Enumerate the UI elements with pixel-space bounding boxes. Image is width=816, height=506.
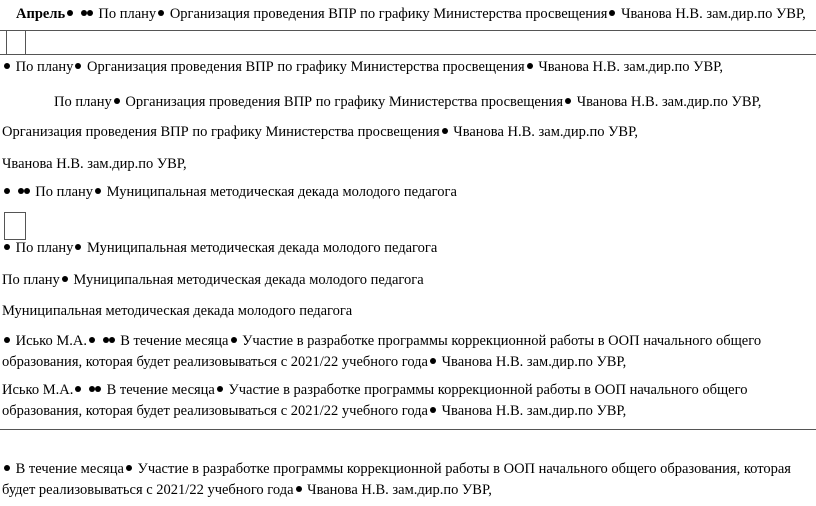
row-9 (2, 302, 352, 320)
event-text: Организация проведения ВПР по графику Министерства просвещения (169, 6, 608, 22)
event-text: Участие в разработке программы коррекционной работы в ООП начального общего образования, которая будет реализовываться с 2021/22 учебного года (2, 382, 748, 419)
bullet-icon (67, 10, 73, 16)
row-5 (2, 155, 187, 173)
bullet-icon (103, 337, 109, 343)
bullet-icon (4, 465, 10, 471)
event-text: Участие в разработке программы коррекционной работы в ООП начального общего образования, которая будет реализовываться с 2021/22 учебного года (2, 333, 762, 370)
event-text: Муниципальная методическая декада молодого педагога (87, 240, 438, 256)
row-6 (2, 183, 457, 201)
bullet-icon (18, 188, 24, 194)
bullet-icon (158, 10, 164, 16)
responsible-text: Чванова Н.В. зам.дир.по УВР, (2, 156, 187, 172)
row-7 (2, 239, 437, 257)
responsible-text: Чванова Н.В. зам.дир.по УВР, (307, 482, 492, 498)
bullet-icon (609, 10, 615, 16)
bullet-icon (75, 244, 81, 250)
period-text: В течение месяца (120, 333, 229, 349)
responsible-text: Чванова Н.В. зам.дир.по УВР, (538, 59, 723, 75)
bullet-icon (527, 63, 533, 69)
row-10 (2, 331, 802, 373)
bullet-icon (62, 276, 68, 282)
responsible-text: Чванова Н.В. зам.дир.по УВР, (441, 403, 627, 419)
person-text: Исько М.А. (2, 382, 74, 398)
divider (0, 54, 816, 55)
bullet-icon (24, 188, 30, 194)
event-text: Муниципальная методическая декада молодого педагога (106, 184, 457, 200)
row-1 (16, 5, 806, 23)
person-text: Исько М.А. (15, 333, 87, 349)
month-label: Апрель (16, 6, 66, 22)
bullet-icon (217, 386, 223, 392)
responsible-text: Чванова Н.В. зам.дир.по УВР, (621, 6, 806, 22)
plan-text: По плану (15, 59, 74, 75)
row-12 (2, 459, 802, 501)
bullet-icon (81, 10, 87, 16)
bullet-icon (430, 358, 436, 364)
bullet-icon (109, 337, 115, 343)
bullet-icon (95, 188, 101, 194)
bullet-icon (4, 188, 10, 194)
bullet-icon (89, 337, 95, 343)
bullet-icon (126, 465, 132, 471)
row-2 (2, 58, 723, 76)
bullet-icon (4, 337, 10, 343)
plan-text: По плану (15, 240, 74, 256)
row-8 (2, 271, 424, 289)
divider (25, 30, 26, 54)
plan-text: По плану (54, 94, 112, 110)
plan-text: По плану (35, 184, 94, 200)
divider (6, 30, 7, 54)
bullet-icon (4, 244, 10, 250)
responsible-text: Чванова Н.В. зам.дир.по УВР, (576, 94, 762, 110)
row-4 (2, 123, 638, 141)
responsible-text: Чванова Н.В. зам.дир.по УВР, (453, 124, 638, 140)
bullet-icon (565, 98, 571, 104)
bullet-icon (231, 337, 237, 343)
event-text: Участие в разработке программы коррекционной работы в ООП начального общего образования, которая будет реализовываться с 2021/22 учебного года (2, 461, 791, 498)
divider (0, 429, 816, 430)
event-text: Муниципальная методическая декада молодого педагога (73, 272, 424, 288)
bullet-icon (4, 63, 10, 69)
event-text: Организация проведения ВПР по графику Министерства просвещения (2, 124, 440, 140)
row-11 (2, 380, 802, 422)
plan-text: По плану (98, 6, 157, 22)
bullet-icon (75, 386, 81, 392)
bullet-icon (442, 128, 448, 134)
event-text: Организация проведения ВПР по графику Министерства просвещения (125, 94, 564, 110)
row-3 (54, 93, 761, 111)
period-text: В течение месяца (106, 382, 215, 398)
responsible-text: Чванова Н.В. зам.дир.по УВР, (441, 354, 627, 370)
event-text: Муниципальная методическая декада молодого педагога (2, 303, 353, 319)
divider (0, 30, 816, 31)
bullet-icon (430, 407, 436, 413)
plan-text: По плану (2, 272, 60, 288)
bullet-icon (95, 386, 101, 392)
event-text: Организация проведения ВПР по графику Министерства просвещения (87, 59, 525, 75)
period-text: В течение месяца (15, 461, 124, 477)
bullet-icon (114, 98, 120, 104)
bullet-icon (87, 10, 93, 16)
empty-cell (4, 212, 26, 240)
bullet-icon (296, 486, 302, 492)
bullet-icon (75, 63, 81, 69)
